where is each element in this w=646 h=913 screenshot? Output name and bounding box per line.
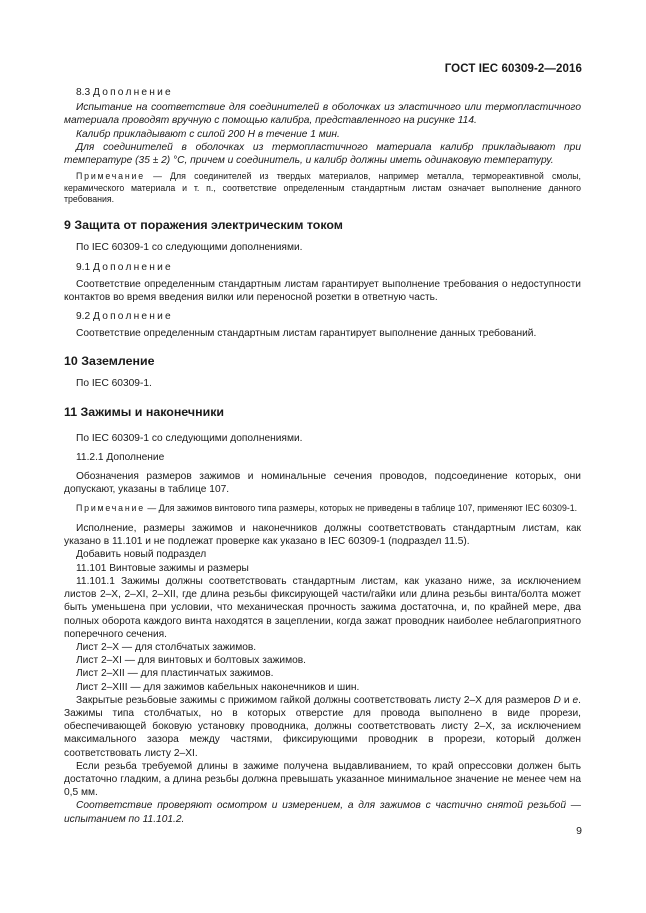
clause-8-3-para-3: Для соединителей в оболочках из термопластичного материала калибр прикладывают при температуре (35 ± 2) °С, причем и соединитель, и калибр должны иметь одинаковую температуру. <box>64 141 581 167</box>
para-text: Закрытые резьбовые зажимы с прижимом гайкой должны соответствовать листу 2–X для размеров <box>76 694 554 706</box>
clause-9-2-text: Соответствие определенным стандартным листам гарантирует выполнение данных требований. <box>76 328 537 340</box>
clause-11-para-7: Если резьба требуемой длины в зажиме получена выдавливанием, то край опрессовки должен быть достаточно гладким, а длина резьбы должна превышать указанное минимальное значение не менее чем на 0,5 мм. <box>64 760 581 799</box>
clause-11-para-2: Исполнение, размеры зажимов и наконечников должны соответствовать стандартным листам, как указано в 11.101 и не подлежат проверке как указано в IEC 60309-1 (подраздел 11.5). <box>64 523 581 548</box>
page-number: 9 <box>576 825 582 837</box>
clause-number: 9.2 <box>76 311 93 323</box>
clause-11-2-1-para-1: Обозначения размеров зажимов и номинальные сечения проводов, подсоединение которых, они допускают, указаны в таблице 107. <box>64 471 581 496</box>
clause-8-3-para-2: Калибр прикладывают с силой 200 Н в течение 1 мин. <box>76 128 340 140</box>
note-label: Примечание <box>76 502 145 513</box>
clause-11-2-1-note <box>64 503 581 514</box>
clause-11-2-1-heading: 11.2.1 Дополнение <box>76 452 165 464</box>
note-text: — Для зажимов винтового типа размеры, которых не приведены в таблице 107, применяют IEC 60309-1. <box>144 502 578 513</box>
section-9-intro: По IEC 60309-1 со следующими дополнениями. <box>76 242 303 254</box>
clause-label: Дополнение <box>93 87 173 98</box>
clause-8-3-para-1: Испытание на соответствие для соединителей в оболочках из эластичного или термопластичного материала проводят вручную с помощью калибра, представленного на рисунке 114. <box>64 102 581 127</box>
note-text: — Для соединителей из твердых материалов, например металла, термореактивной смолы, керамического материала и т. п., соответствие определенным стандартным листам означает выполнение данного требования. <box>64 171 581 205</box>
sheet-list-item: Лист 2–XI — для винтовых и болтовых зажимов. <box>76 655 306 667</box>
section-10-title: 10 Заземление <box>64 353 155 368</box>
clause-9-2-heading <box>64 310 581 323</box>
section-11-title: 11 Зажимы и наконечники <box>64 404 225 419</box>
clause-9-1-heading <box>64 261 581 274</box>
para-text: . Зажимы типа столбчатых, но в которых отверстие для провода выполнено в виде прорези, обеспечивающей боковую установку проводника, должны соответствовать листу 2–X, за исключением максимального зазора между частями, фиксирующими проводник в прорези, который должен соответствовать листу 2–XI. <box>64 694 581 759</box>
page-content <box>64 86 581 826</box>
document-id-header: ГОСТ IEC 60309-2—2016 <box>444 63 582 75</box>
clause-11-101-heading: 11.101 Винтовые зажимы и размеры <box>76 562 249 574</box>
clause-11-para-8: Соответствие проверяют осмотром и измерением, а для зажимов с частично снятой резьбой — испытанием по 11.101.2. <box>64 800 581 825</box>
clause-9-1-text: Соответствие определенным стандартным листам гарантирует выполнение требования о недоступности контактов во время введения вилки или переносной розетки в ответную часть. <box>64 278 581 304</box>
dimension-symbol: е <box>572 694 579 706</box>
clause-8-3-note <box>64 171 581 205</box>
sheet-list-item: Лист 2–X — для столбчатых зажимов. <box>76 641 257 653</box>
para-text: и <box>560 694 573 706</box>
clause-11-para-6 <box>64 694 581 760</box>
clause-number: 9.1 <box>76 261 93 273</box>
clause-number: 8.3 <box>76 87 93 98</box>
section-9-title: 9 Защита от поражения электрическим током <box>64 218 343 233</box>
sheet-list-item: Лист 2–XII — для пластинчатых зажимов. <box>76 668 274 680</box>
section-11-intro: По IEC 60309-1 со следующими дополнениями. <box>76 432 303 444</box>
clause-11-para-3: Добавить новый подраздел <box>76 549 207 561</box>
dimension-symbol: D <box>553 694 561 706</box>
sheet-list-item: Лист 2–XIII — для зажимов кабельных наконечников и шин. <box>76 681 360 693</box>
clause-11-101-1-text: 11.101.1 Зажимы должны соответствовать стандартным листам, как указано ниже, за исключением листов 2–X, 2–XI, 2–XII, где длина резьбы фиксирующей части/гайки или длина резьбы винта/болта может быть уменьшена при условии, что механическая прочность зажима достаточна, и, по крайней мере, два полных оборота каждого винта находятся в зацеплении, когда зажат проводник наиболее неблагоприятного поперечного сечения. <box>64 575 581 640</box>
clause-label: Дополнение <box>93 311 173 323</box>
note-label: Примечание <box>76 171 145 182</box>
section-10-text: По IEC 60309-1. <box>76 377 152 389</box>
clause-label: Дополнение <box>93 261 173 273</box>
clause-8-3-heading <box>64 86 581 99</box>
